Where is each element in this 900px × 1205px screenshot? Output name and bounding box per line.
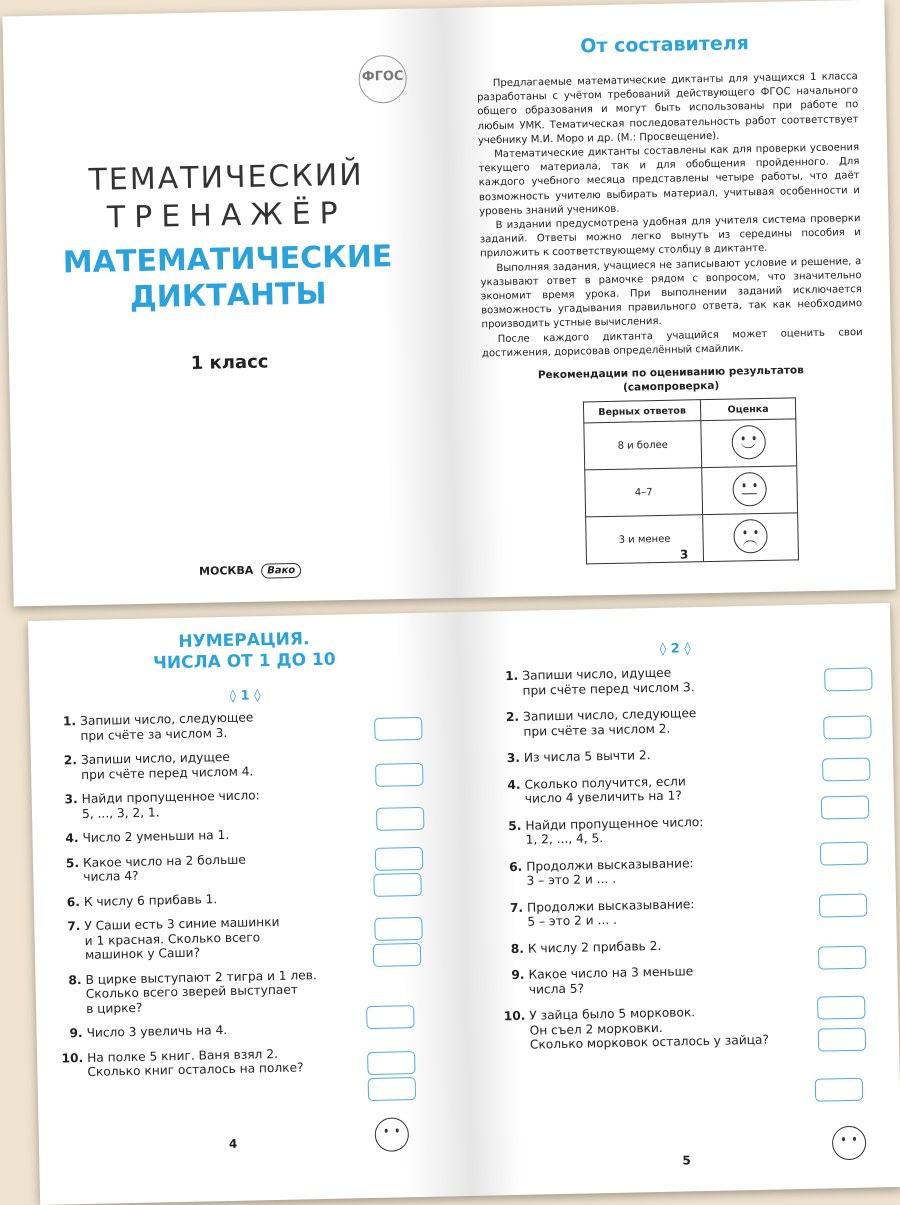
task-text-line: Запиши число, следующее bbox=[79, 710, 254, 729]
answer-box[interactable] bbox=[823, 715, 871, 739]
dictation-page-left bbox=[28, 612, 471, 1205]
task-item bbox=[56, 786, 382, 822]
cover-grade: 1 класс bbox=[190, 351, 269, 374]
fgos-badge bbox=[358, 55, 407, 104]
answer-box[interactable] bbox=[822, 757, 870, 781]
task-text-line: в цирке? bbox=[85, 1000, 143, 1016]
task-text-line: Найди пропущенное число: bbox=[525, 814, 704, 833]
page-number: 5 bbox=[682, 1153, 691, 1168]
neutral-smiley-icon bbox=[732, 471, 767, 506]
task-number: 9. bbox=[69, 1026, 83, 1041]
task-text bbox=[83, 849, 383, 884]
task-item bbox=[497, 704, 798, 739]
cover-subtitle-line1: МАТЕМАТИЧЕСКИЕ bbox=[62, 239, 393, 281]
answer-box[interactable] bbox=[376, 807, 424, 831]
answer-box[interactable] bbox=[373, 943, 421, 967]
task-text-line: Какое число на 3 меньше bbox=[528, 964, 694, 982]
range-cell: 3 и менее bbox=[586, 515, 704, 564]
task-text-line: 1, 2, ..., 4, 5. bbox=[525, 831, 604, 847]
cover-subtitle-line2: ДИКТАНТЫ bbox=[129, 276, 327, 316]
task-number: 2. bbox=[505, 709, 520, 725]
task-text bbox=[526, 853, 801, 888]
preface-paragraph: Выполняя задания, учащиеся не записывают условие и решение, а указывают ответ в рамочке рядом с вопросом, что значительно экономит время урока. При выполнении заданий исключается возможность угадывания правильного ответа, так как необходимо производить устные вычисления. bbox=[480, 255, 863, 331]
task-number: 9. bbox=[511, 967, 525, 983]
publisher bbox=[199, 563, 301, 580]
cover-title-line2: ТРЕНАЖЁР bbox=[106, 195, 348, 236]
recommendations-title-line1: Рекомендации по оцениванию результатов bbox=[537, 364, 804, 382]
task-item bbox=[58, 888, 383, 909]
preface-paragraph: Математические диктанты составлены как для проверки усвоения текущего материала, так и для обобщения пройденного. Для каждого учебного месяца представлены четыре работы, что даёт возможность учителю выбирать материал, учитывая особенности и уровень знаний учеников. bbox=[478, 142, 861, 218]
task-number: 8. bbox=[68, 972, 82, 987]
answer-box[interactable] bbox=[824, 667, 872, 691]
range-cell: 4–7 bbox=[585, 468, 703, 517]
task-text-line: Сколько всего зверей выступает bbox=[85, 982, 299, 1001]
task-text-line: и 1 красная. Сколько всего bbox=[84, 929, 261, 948]
task-text-line: число 4 увеличить на 1? bbox=[524, 788, 682, 806]
answer-box[interactable] bbox=[375, 847, 423, 871]
task-item bbox=[57, 849, 383, 885]
page-number: 4 bbox=[228, 1136, 238, 1151]
answer-box[interactable] bbox=[368, 1077, 416, 1101]
page-number: 3 bbox=[679, 547, 689, 562]
answer-box[interactable] bbox=[374, 917, 422, 941]
task-text-line: Запиши число, идущее bbox=[522, 665, 672, 683]
fgos-badge-text: ФГОС bbox=[361, 68, 404, 85]
task-item bbox=[499, 812, 800, 847]
task-number: 1. bbox=[504, 668, 519, 684]
task-number: 3. bbox=[506, 750, 521, 766]
task-text-line: Какое число на 2 больше bbox=[82, 852, 246, 870]
answer-box[interactable] bbox=[818, 1028, 866, 1052]
book-spread-top bbox=[2, 0, 895, 606]
task-text bbox=[528, 935, 802, 955]
task-text-line: К числу 2 прибавь 2. bbox=[527, 938, 662, 956]
book-spread-bottom bbox=[28, 603, 900, 1205]
task-number: 3. bbox=[64, 792, 78, 807]
grading-table bbox=[583, 397, 799, 564]
task-text bbox=[527, 894, 802, 929]
preface-title: От составителя bbox=[580, 32, 750, 58]
task-text-line: Он съел 2 морковки. bbox=[529, 1020, 663, 1038]
happy-smiley-icon bbox=[731, 424, 766, 459]
range-cell: 8 и более bbox=[584, 421, 702, 470]
recommendations-title-line2: (самопроверка) bbox=[622, 379, 720, 394]
task-text bbox=[524, 771, 799, 806]
answer-box[interactable] bbox=[375, 763, 423, 787]
task-number: 4. bbox=[65, 831, 79, 846]
dictation-number: ◊ 1 ◊ bbox=[229, 688, 261, 704]
task-text-line: 3 – это 2 и ... . bbox=[526, 871, 617, 888]
answer-box[interactable] bbox=[819, 894, 867, 918]
header-correct-answers: Верных ответов bbox=[583, 400, 700, 423]
task-text-line: К числу 6 прибавь 1. bbox=[83, 891, 218, 909]
dictation-number: ◊ 2 ◊ bbox=[659, 641, 691, 657]
task-text bbox=[82, 786, 382, 821]
answer-box[interactable] bbox=[366, 1005, 414, 1029]
self-assessment-smiley-icon[interactable] bbox=[832, 1126, 867, 1161]
task-text bbox=[522, 663, 797, 698]
preface-text bbox=[477, 70, 863, 361]
task-item bbox=[59, 966, 385, 1016]
grading-table-row bbox=[585, 466, 798, 517]
answer-box[interactable] bbox=[820, 842, 868, 866]
section-title-line1: НУМЕРАЦИЯ. bbox=[178, 629, 310, 652]
task-text-line: Число 2 уменьши на 1. bbox=[82, 827, 230, 845]
task-text-line: В цирке выступают 2 тигра и 1 лев. bbox=[85, 967, 317, 987]
task-number: 5. bbox=[65, 855, 80, 870]
task-text-line: Продолжи высказывание: bbox=[526, 855, 694, 874]
task-text-line: Из числа 5 вычти 2. bbox=[523, 748, 651, 765]
task-list bbox=[54, 708, 387, 1080]
self-assessment-smiley-icon[interactable] bbox=[374, 1117, 409, 1152]
task-text-line: Число 3 увеличь на 4. bbox=[86, 1023, 228, 1040]
task-item bbox=[501, 894, 802, 929]
task-item bbox=[60, 1020, 385, 1041]
preface-paragraph: Предлагаемые математические диктанты для учащихся 1 класса разработаны с учётом требований действующего ФГОС начального общего образования и могут быть использованы при работе по любым УМК. Тематическая последовательность работ соответствует учебнику М.И. Моро и др. (М.: Просвещение). bbox=[476, 71, 859, 147]
task-item bbox=[502, 962, 803, 997]
answer-box[interactable] bbox=[374, 717, 422, 741]
task-text-line: На полке 5 книг. Ваня взял 2. bbox=[86, 1046, 279, 1065]
grade-cell bbox=[703, 513, 799, 562]
grading-table-row bbox=[586, 513, 799, 564]
task-text bbox=[80, 708, 380, 743]
task-item bbox=[54, 708, 380, 744]
task-item bbox=[500, 853, 801, 888]
task-text-line: Запиши число, идущее bbox=[80, 749, 230, 768]
cover-subtitle bbox=[7, 238, 449, 318]
task-text-line: Сколько книг осталось на полке? bbox=[87, 1060, 304, 1079]
task-number: 1. bbox=[62, 714, 77, 729]
task-item bbox=[56, 825, 381, 846]
task-number: 10. bbox=[503, 1008, 526, 1024]
preface-paragraph: В издании предусмотрена удобная для учителя система проверки заданий. Ответы можно легко вынуть из середины пособия и приложить к соответствующему столбцу в диктанте. bbox=[479, 213, 861, 260]
cover-title-line1: ТЕМАТИЧЕСКИЙ bbox=[88, 157, 364, 198]
task-text bbox=[81, 747, 381, 782]
task-item bbox=[498, 771, 799, 806]
task-text-line: 5, ..., 3, 2, 1. bbox=[81, 804, 160, 821]
task-list bbox=[496, 663, 804, 1053]
section-title bbox=[28, 626, 460, 677]
task-item bbox=[496, 663, 797, 698]
task-item bbox=[61, 1044, 387, 1080]
task-text bbox=[524, 745, 798, 765]
task-text bbox=[84, 888, 383, 909]
task-text bbox=[528, 962, 803, 997]
header-grade: Оценка bbox=[700, 398, 795, 421]
section-title-line2: ЧИСЛА ОТ 1 ДО 10 bbox=[152, 649, 336, 674]
task-number: 2. bbox=[63, 753, 78, 768]
task-number: 6. bbox=[508, 859, 523, 874]
task-text-line: машинок у Саши? bbox=[84, 945, 201, 962]
task-item bbox=[503, 1003, 804, 1053]
task-text-line: при счёте за числом 2. bbox=[523, 721, 671, 739]
grade-cell bbox=[702, 466, 798, 515]
task-number: 7. bbox=[509, 900, 524, 915]
answer-box[interactable] bbox=[367, 1051, 415, 1075]
task-text-line: Запиши число, следующее bbox=[522, 706, 697, 724]
task-number: 10. bbox=[61, 1050, 84, 1065]
task-text-line: числа 5? bbox=[528, 981, 585, 997]
grade-cell bbox=[701, 419, 797, 468]
task-item bbox=[55, 747, 381, 783]
cover-page bbox=[2, 8, 454, 606]
preface-paragraph: После каждого диктанта учащийся может оценить свои достижения, дорисовав определённый смайлик. bbox=[481, 326, 863, 360]
task-text-line: Сколько морковок осталось у зайца? bbox=[529, 1032, 770, 1052]
task-text-line: при счёте за числом 3. bbox=[80, 725, 228, 743]
task-text-line: 5 – это 2 и ... . bbox=[527, 912, 618, 929]
task-text-line: Продолжи высказывание: bbox=[526, 896, 695, 915]
publisher-logo: Вако bbox=[261, 563, 301, 579]
task-text-line: У зайца было 5 морковок. bbox=[529, 1005, 696, 1023]
publisher-city: МОСКВА bbox=[198, 563, 254, 578]
task-text-line: У Саши есть 3 синие машинки bbox=[84, 914, 280, 933]
task-number: 5. bbox=[508, 818, 522, 833]
preface-page bbox=[443, 0, 895, 598]
answer-box[interactable] bbox=[821, 796, 869, 820]
task-text-line: Сколько получится, если bbox=[524, 773, 686, 792]
task-text bbox=[525, 812, 800, 847]
task-text bbox=[84, 913, 384, 963]
task-number: 7. bbox=[67, 919, 81, 934]
task-text-line: Найди пропущенное число: bbox=[81, 788, 260, 807]
answer-box[interactable] bbox=[373, 873, 421, 897]
answer-box[interactable] bbox=[818, 946, 866, 970]
task-number: 4. bbox=[507, 777, 521, 792]
task-item bbox=[502, 935, 802, 956]
answer-box[interactable] bbox=[817, 996, 865, 1020]
task-number: 8. bbox=[510, 941, 525, 956]
task-text bbox=[82, 825, 381, 846]
task-text bbox=[529, 1003, 804, 1052]
task-text bbox=[86, 1020, 385, 1041]
task-item bbox=[498, 745, 798, 766]
grading-table-row bbox=[584, 419, 797, 470]
answer-box[interactable] bbox=[815, 1078, 863, 1102]
sad-smiley-icon bbox=[733, 518, 768, 553]
task-text bbox=[85, 966, 385, 1016]
task-text-line: при счёте перед числом 4. bbox=[81, 763, 254, 782]
task-text-line: числа 4? bbox=[83, 868, 139, 884]
task-text bbox=[523, 704, 798, 739]
task-text-line: при счёте перед числом 3. bbox=[522, 679, 695, 698]
recommendations-title bbox=[450, 362, 891, 398]
dictation-page-right bbox=[459, 603, 900, 1196]
task-item bbox=[58, 913, 384, 963]
task-number: 6. bbox=[66, 894, 81, 909]
task-text bbox=[87, 1044, 387, 1079]
